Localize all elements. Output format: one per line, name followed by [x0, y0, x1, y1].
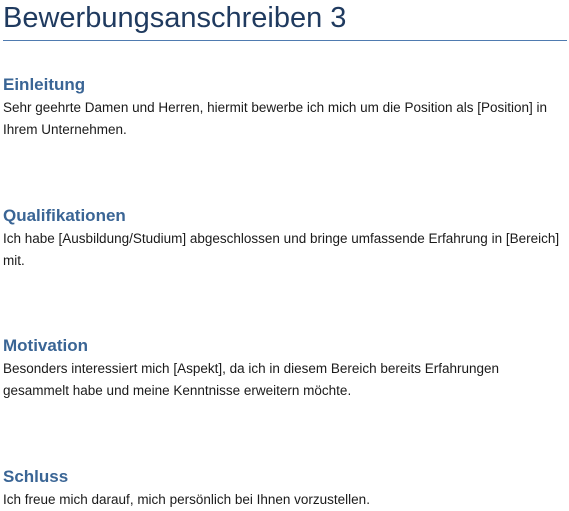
section-paragraph: Sehr geehrte Damen und Herren, hiermit bewerbe ich mich um die Position als [Position] in Ihrem Unternehmen. — [3, 100, 548, 137]
section-heading: Einleitung — [3, 75, 86, 94]
section-heading: Qualifikationen — [3, 206, 126, 225]
title-divider — [3, 40, 567, 41]
section-paragraph: Besonders interessiert mich [Aspekt], da ich in diesem Bereich bereits Erfahrungen gesammelt habe und meine Kenntnisse erweitern möchte. — [3, 361, 499, 398]
section-paragraph: Ich freue mich darauf, mich persönlich bei Ihnen vorzustellen. — [3, 492, 370, 507]
document-title: Bewerbungsanschreiben 3 — [3, 2, 347, 34]
section-heading: Motivation — [3, 336, 88, 355]
section-heading: Schluss — [3, 467, 69, 486]
section-motivation — [3, 335, 563, 401]
section-schluss — [3, 466, 563, 511]
section-paragraph: Ich habe [Ausbildung/Studium] abgeschlossen und bringe umfassende Erfahrung in [Bereich] mit. — [3, 231, 560, 268]
section-qualifikationen — [3, 205, 563, 271]
section-einleitung — [3, 74, 563, 140]
